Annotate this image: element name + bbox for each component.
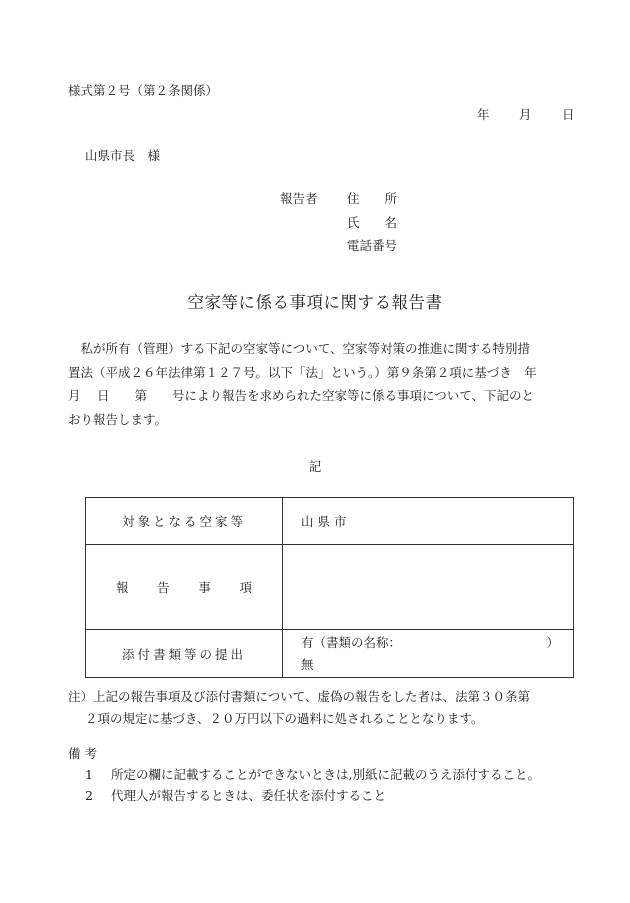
report-table xyxy=(85,497,574,678)
attachments-label: 添付書類等の提出 xyxy=(86,630,283,678)
remarks-heading: 備 考 xyxy=(68,746,97,761)
reporter-name-label: 氏 名 xyxy=(347,215,398,230)
addressee: 山県市長 様 xyxy=(85,148,161,163)
target-property-value[interactable]: 山 県 市 xyxy=(283,498,574,545)
reporter-phone-label: 電話番号 xyxy=(347,238,398,253)
table-row xyxy=(86,498,574,545)
report-items-char: 報 xyxy=(116,580,129,595)
remark-text: 代理人が報告するときは、委任状を添付すること xyxy=(111,788,387,803)
body-line: 月 日 第 号により報告を求められた空家等に係る事項について、下記のと xyxy=(68,388,534,403)
reporter-label: 報告者 xyxy=(280,191,318,206)
remark-item xyxy=(85,786,386,804)
report-items-value[interactable] xyxy=(283,545,574,630)
report-items-char: 告 xyxy=(157,580,170,595)
table-row xyxy=(86,545,574,630)
target-property-label: 対象となる空家等 xyxy=(86,498,283,545)
remark-text: 所定の欄に記載することができないときは,別紙に記載のうえ添付すること。 xyxy=(111,767,540,782)
remark-item xyxy=(85,765,540,783)
report-items-label xyxy=(86,545,283,630)
attachments-value[interactable] xyxy=(283,630,574,678)
body-line: おり報告します。 xyxy=(68,411,168,427)
document-title: 空家等に係る事項に関する報告書 xyxy=(187,293,443,312)
note xyxy=(68,686,588,730)
body-paragraph xyxy=(68,337,588,431)
note-line: ２項の規定に基づき、２０万円以下の過料に処されることとなります。 xyxy=(85,711,484,726)
remark-number: 1 xyxy=(85,767,93,782)
attachments-yes-option[interactable]: 有（書類の名称： xyxy=(301,634,402,650)
note-line: 注）上記の報告事項及び添付書類について、虚偽の報告をした者は、法第３０条第 xyxy=(68,689,531,704)
form-number: 様式第２号（第２条関係） xyxy=(68,83,219,98)
report-items-char: 項 xyxy=(239,580,252,595)
table-row xyxy=(86,630,574,678)
attachments-close-paren: ） xyxy=(546,634,559,650)
reporter-address-label: 住 所 xyxy=(347,191,398,206)
ki-heading: 記 xyxy=(308,459,322,474)
body-line: 置法（平成２６年法律第１２７号。以下「法」という。）第９条第２項に基づき 年 xyxy=(68,364,537,380)
attachments-no-option[interactable]: 無 xyxy=(301,656,314,672)
date-month-label: 月 xyxy=(519,107,532,122)
date-day-label: 日 xyxy=(562,107,575,122)
body-line: 私が所有（管理）する下記の空家等について、空家等対策の推進に関する特別措 xyxy=(68,341,531,356)
remark-number: 2 xyxy=(85,788,93,803)
date-year-label: 年 xyxy=(477,107,490,122)
report-items-char: 事 xyxy=(198,580,211,595)
